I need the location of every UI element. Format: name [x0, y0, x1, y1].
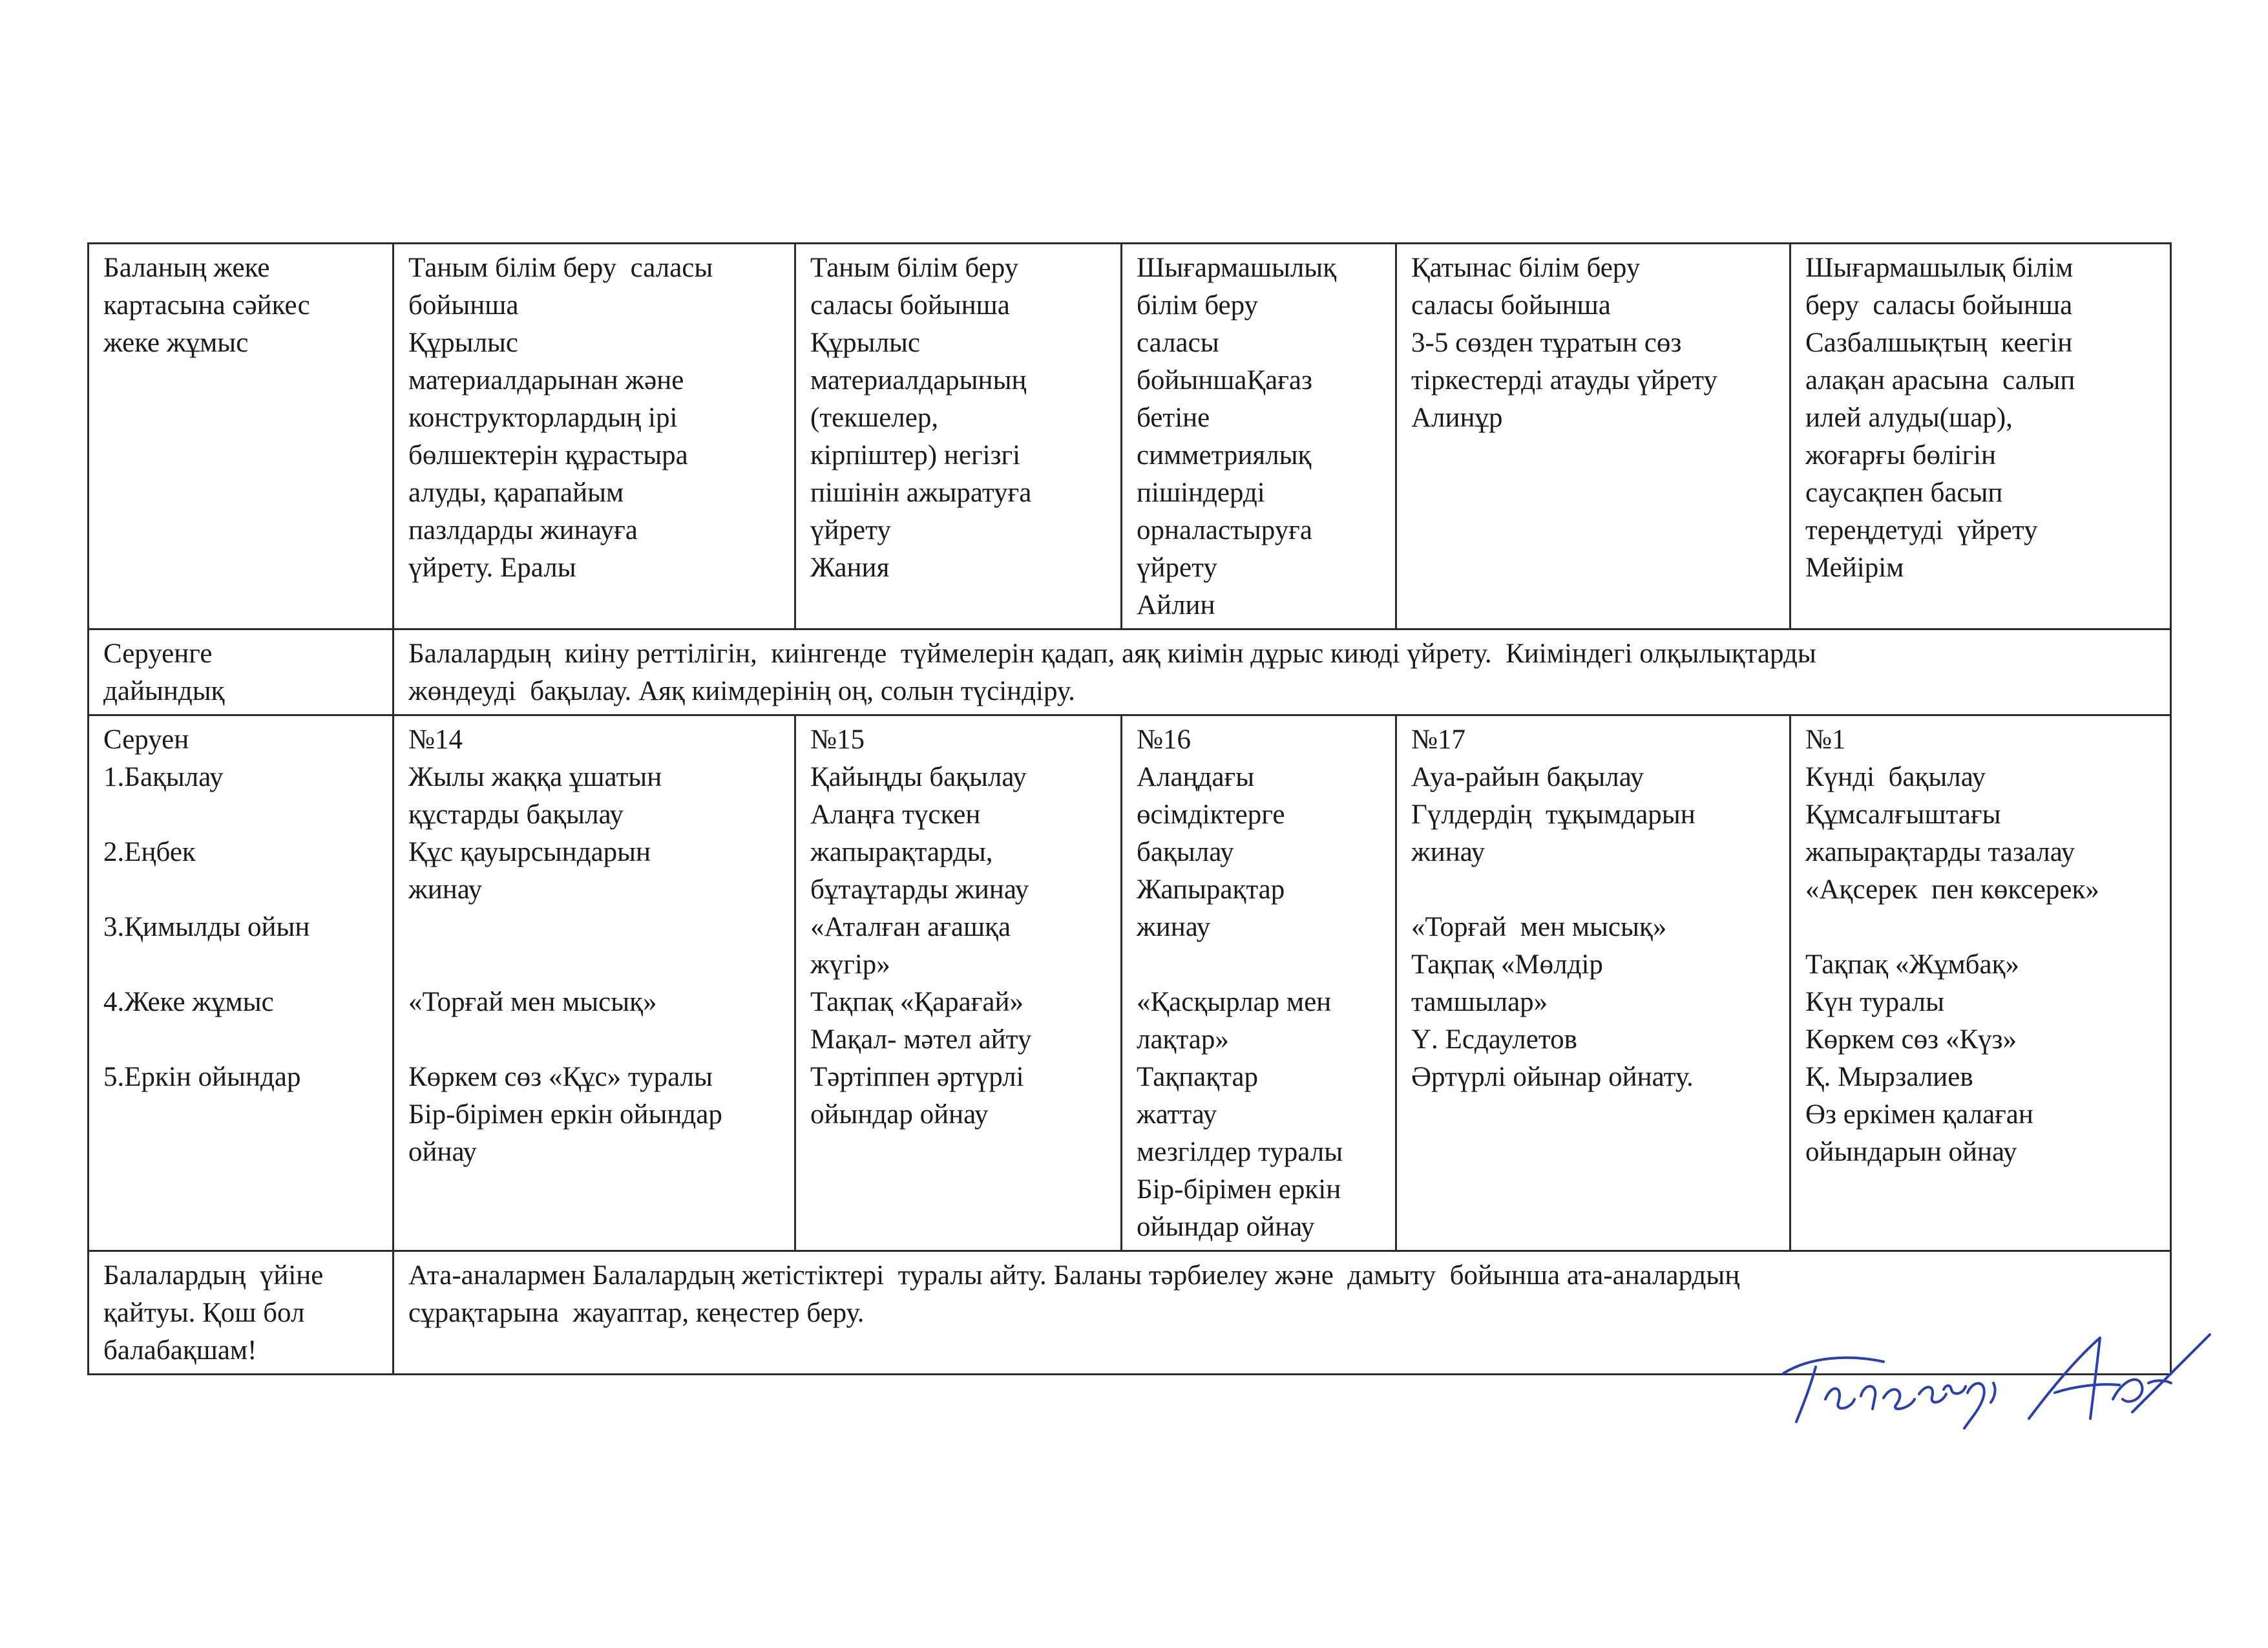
text-line: «Қасқырлар мен: [1137, 987, 1332, 1017]
text-line: үйрету. Ералы: [408, 553, 576, 583]
text-line: тіркестерді атауды үйрету: [1411, 365, 1718, 396]
text-line: Тәртіппен әртүрлі: [810, 1062, 1024, 1092]
text-line: Жания: [810, 553, 890, 583]
merged-cell: [394, 629, 2171, 715]
text-line: Таным білім беру: [810, 253, 1019, 283]
text-line: саласы бойынша: [810, 290, 1010, 321]
text-line: Құс қауырсындарын: [408, 837, 651, 867]
text-line: мезгілдер туралы: [1137, 1137, 1343, 1167]
text-line: Баланың жеке: [103, 253, 270, 283]
text-line: үйрету: [1137, 553, 1217, 583]
text-line: конструкторлардың ірі: [408, 403, 678, 433]
text-line: Құмсалғыштағы: [1805, 799, 2001, 830]
text-line: [103, 946, 381, 984]
text-line: кірпіштер) негізгі: [810, 440, 1021, 470]
text-line: Көркем сөз «Құс» туралы: [408, 1062, 713, 1092]
text-line: орналастыруға: [1137, 515, 1312, 545]
text-line: Мейірім: [1805, 553, 1904, 583]
text-line: Гүлдердің тұқымдарын: [1411, 799, 1696, 830]
text-line: илей алуды(шар),: [1805, 403, 2013, 433]
text-line: сұрақтарына жауаптар, кеңестер беру.: [408, 1298, 865, 1328]
text-line: Бір-бірімен еркін: [1137, 1174, 1341, 1205]
text-line: Ү. Есдаулетов: [1411, 1024, 1577, 1055]
text-line: бөлшектерін құрастыра: [408, 440, 688, 470]
text-line: Тақпақтар: [1137, 1062, 1259, 1092]
text-line: Көркем сөз «Күз»: [1805, 1024, 2017, 1055]
text-line: Алинұр: [1411, 403, 1503, 433]
text-line: балабақшам!: [103, 1335, 257, 1366]
text-line: №15: [810, 724, 865, 755]
table-cell: [1122, 715, 1396, 1251]
text-line: картасына сәйкес: [103, 290, 310, 321]
text-line: бетіне: [1137, 403, 1210, 433]
text-line: бойыншаҚағаз: [1137, 365, 1312, 396]
text-line: 2.Еңбек: [103, 837, 196, 867]
text-line: Алаңдағы: [1137, 762, 1255, 792]
text-line: Күн туралы: [1805, 987, 1944, 1017]
text-line: материалдарының: [810, 365, 1027, 396]
text-line: [408, 909, 782, 946]
table-cell: [1790, 244, 2171, 629]
text-line: пішіндерді: [1137, 478, 1265, 508]
text-line: «Торғай мен мысық»: [408, 987, 657, 1017]
table-cell: [795, 244, 1122, 629]
text-line: үйрету: [810, 515, 891, 545]
text-line: Шығармашылық: [1137, 253, 1337, 283]
text-line: Шығармашылық білім: [1805, 253, 2074, 283]
text-line: материалдарынан және: [408, 365, 684, 396]
text-line: Таным білім беру саласы: [408, 253, 713, 283]
text-line: ойындар ойнау: [1137, 1212, 1315, 1242]
text-line: 3.Қимылды ойын: [103, 912, 310, 942]
text-line: №14: [408, 724, 463, 755]
table-row: [89, 629, 2171, 715]
text-line: білім беру: [1137, 290, 1259, 321]
table-cell: [1790, 715, 2171, 1251]
text-line: Күнді бақылау: [1805, 762, 1986, 792]
text-line: 4.Жеке жұмыс: [103, 987, 274, 1017]
text-line: 3-5 сөзден тұратын сөз: [1411, 328, 1682, 358]
text-line: лақтар»: [1137, 1024, 1229, 1055]
text-line: Ауа-райын бақылау: [1411, 762, 1644, 792]
text-line: жинау: [1411, 837, 1486, 867]
row-label: [89, 629, 394, 715]
text-line: жинау: [408, 874, 483, 905]
table-cell: [394, 715, 795, 1251]
text-line: дайындық: [103, 676, 225, 706]
text-line: Тақпақ «Қарағай»: [810, 987, 1024, 1017]
text-line: жоғарғы бөлігін: [1805, 440, 1997, 470]
text-line: саласы бойынша: [1411, 290, 1611, 321]
text-line: [1137, 946, 1383, 984]
text-line: №16: [1137, 724, 1192, 755]
text-line: [103, 871, 381, 909]
text-line: жеке жұмыс: [103, 328, 249, 358]
text-line: жүгір»: [810, 949, 890, 980]
text-line: Жапырақтар: [1137, 874, 1285, 905]
text-line: №17: [1411, 724, 1466, 755]
text-line: Мақал- мәтел айту: [810, 1024, 1032, 1055]
table-cell: [394, 244, 795, 629]
text-line: саусақпен басып: [1805, 478, 2003, 508]
row-label: [89, 1251, 394, 1375]
table-row: [89, 715, 2171, 1251]
table-row: [89, 244, 2171, 629]
text-line: [408, 946, 782, 984]
text-line: [103, 796, 381, 834]
text-line: жаттау: [1137, 1099, 1217, 1130]
text-line: бақылау: [1137, 837, 1234, 867]
text-line: ойындар ойнау: [810, 1099, 989, 1130]
text-line: Құрылыс: [810, 328, 921, 358]
text-line: Сазбалшықтың кеегін: [1805, 328, 2073, 358]
text-line: Өз еркімен қалаған: [1805, 1099, 2033, 1130]
text-line: ойнау: [408, 1137, 477, 1167]
text-line: «Ақсерек пен көксерек»: [1805, 874, 2099, 905]
text-line: саласы: [1137, 328, 1219, 358]
text-line: жапырақтарды тазалау: [1805, 837, 2075, 867]
plan-table: [87, 242, 2172, 1375]
text-line: Балалардың киіну реттілігін, киінгенде түймелерін қадап, аяқ киімін дұрыс киюді үйрету. Киіміндегі олқылықтарды: [408, 639, 1816, 669]
text-line: Ата-аналармен Балалардың жетістіктері туралы айту. Баланы тәрбиелеу және дамыту бойынша ата-аналардың: [408, 1260, 1740, 1291]
text-line: алақан арасына салып: [1805, 365, 2075, 396]
text-line: [103, 1021, 381, 1059]
text-line: (текшелер,: [810, 403, 939, 433]
text-line: №1: [1805, 724, 1846, 755]
text-line: тереңдетуді үйрету: [1805, 515, 2038, 545]
text-line: Әртүрлі ойынар ойнату.: [1411, 1062, 1694, 1092]
text-line: Қайыңды бақылау: [810, 762, 1027, 792]
text-line: Тақпақ «Жұмбақ»: [1805, 949, 2020, 980]
table-cell: [1122, 244, 1396, 629]
text-line: пазлдарды жинауға: [408, 515, 638, 545]
text-line: «Аталған ағашқа: [810, 912, 1011, 942]
text-line: Бір-бірімен еркін ойындар: [408, 1099, 722, 1130]
text-line: бұтаұтарды жинау: [810, 874, 1029, 905]
text-line: бойынша: [408, 290, 519, 321]
text-line: Айлин: [1137, 590, 1215, 620]
text-line: Серуен: [103, 724, 189, 755]
text-line: [1411, 871, 1778, 909]
row-label: [89, 244, 394, 629]
text-line: «Торғай мен мысық»: [1411, 912, 1667, 942]
text-line: Алаңға түскен: [810, 799, 981, 830]
text-line: [1805, 909, 2158, 946]
text-line: алуды, қарапайым: [408, 478, 624, 508]
text-line: жөндеуді бақылау. Аяқ киімдерінің оң, солын түсіндіру.: [408, 676, 1075, 706]
text-line: Балалардың үйіне: [103, 1260, 324, 1291]
text-line: [408, 1021, 782, 1059]
text-line: симметриялық: [1137, 440, 1312, 470]
text-line: ойындарын ойнау: [1805, 1137, 2017, 1167]
text-line: Құрылыс: [408, 328, 519, 358]
text-line: қайтуы. Қош бол: [103, 1298, 305, 1328]
text-line: 1.Бақылау: [103, 762, 224, 792]
text-line: Қ. Мырзалиев: [1805, 1062, 1973, 1092]
signature-icon: [1770, 1322, 2223, 1438]
table-cell: [1396, 715, 1790, 1251]
text-line: құстарды бақылау: [408, 799, 624, 830]
text-line: Тақпақ «Мөлдір: [1411, 949, 1603, 980]
text-line: жапырақтарды,: [810, 837, 993, 867]
text-line: Серуенге: [103, 639, 213, 669]
text-line: жинау: [1137, 912, 1211, 942]
table-cell: [795, 715, 1122, 1251]
text-line: Қатынас білім беру: [1411, 253, 1641, 283]
text-line: беру саласы бойынша: [1805, 290, 2073, 321]
row-label: [89, 715, 394, 1251]
text-line: Жылы жаққа ұшатын: [408, 762, 662, 792]
text-line: өсімдіктерге: [1137, 799, 1285, 830]
text-line: пішінін ажыратуға: [810, 478, 1032, 508]
text-line: 5.Еркін ойындар: [103, 1062, 301, 1092]
table-cell: [1396, 244, 1790, 629]
text-line: тамшылар»: [1411, 987, 1548, 1017]
